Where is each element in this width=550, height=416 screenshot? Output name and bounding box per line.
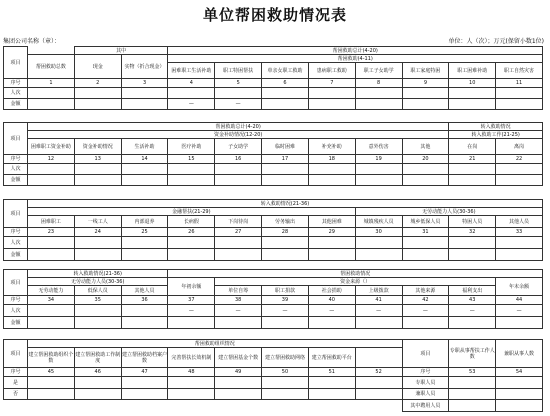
s4-num: 39 <box>262 296 309 305</box>
s2-num: 16 <box>215 155 262 164</box>
s5-col: 建立帮困救助档案户数 <box>121 348 168 368</box>
dash-cell: — <box>449 305 496 317</box>
s5-num: 47 <box>121 368 168 377</box>
s2-col: 离岗 <box>496 139 543 155</box>
s3-cell[interactable] <box>355 237 402 249</box>
s2-cell[interactable] <box>215 175 262 186</box>
s2-col: 困难职工资金补助 <box>28 139 75 155</box>
s4-num: 44 <box>496 296 543 305</box>
s1-cell[interactable] <box>215 88 262 99</box>
seq-label: 序号 <box>402 368 449 377</box>
s2-cell[interactable] <box>121 164 168 175</box>
s1-cell[interactable] <box>121 88 168 99</box>
s1-num: 9 <box>402 79 449 88</box>
s1-cell[interactable] <box>355 88 402 99</box>
s2-cell[interactable] <box>168 164 215 175</box>
s4-cell[interactable] <box>355 317 402 329</box>
s3-cell[interactable] <box>168 249 215 261</box>
s4-col: 社会捐助 <box>308 286 355 296</box>
s3-col: 其他人员 <box>496 216 543 228</box>
s5-cell[interactable] <box>496 377 543 389</box>
dash-cell: — <box>496 305 543 317</box>
s4-num: 34 <box>28 296 75 305</box>
dash-cell: — <box>355 305 402 317</box>
s3-num: 24 <box>74 228 121 237</box>
s2-cell[interactable] <box>449 175 496 186</box>
s2-cell[interactable] <box>262 175 309 186</box>
section2-table <box>3 122 543 186</box>
s4-cell[interactable] <box>168 317 215 329</box>
s5-cell[interactable] <box>168 389 215 400</box>
item-label: 项目 <box>4 270 28 296</box>
s2-col: 补充补助 <box>308 139 355 155</box>
s5-cell[interactable] <box>496 400 543 412</box>
section3-sub-b: 无劳动能力人员(30-36) <box>355 208 542 216</box>
s2-cell[interactable] <box>74 175 121 186</box>
s5-cell[interactable] <box>215 377 262 389</box>
s4-num: 38 <box>215 296 262 305</box>
s3-num: 25 <box>121 228 168 237</box>
s1-num: 7 <box>308 79 355 88</box>
s5-cell[interactable] <box>355 389 402 400</box>
s5-cell[interactable] <box>168 377 215 389</box>
s4-col: 其他来源 <box>402 286 449 296</box>
s1-cell[interactable] <box>308 88 355 99</box>
s1-num: 11 <box>496 79 543 88</box>
s1-col-9: 职工家庭特困 <box>402 63 449 79</box>
seq-label: 序号 <box>4 296 28 305</box>
s1-num: 4 <box>168 79 215 88</box>
section4-group-b: 帮困救助情况 <box>168 270 543 278</box>
s2-cell[interactable] <box>168 175 215 186</box>
s3-cell[interactable] <box>121 237 168 249</box>
s2-col: 在岗 <box>449 139 496 155</box>
s5-cell[interactable] <box>449 389 496 400</box>
s3-cell[interactable] <box>262 237 309 249</box>
s2-num: 21 <box>449 155 496 164</box>
s1-col-7: 患病职工救助 <box>308 63 355 79</box>
s3-cell[interactable] <box>355 249 402 261</box>
s1-cell[interactable] <box>496 99 543 110</box>
s3-cell[interactable] <box>496 249 543 261</box>
section4-sub-a: 无劳动能力人员(30-36) <box>28 278 168 286</box>
s4-cell[interactable] <box>496 317 543 329</box>
s4-num: 40 <box>308 296 355 305</box>
s2-cell[interactable] <box>449 164 496 175</box>
unit-name-label: 集团公司名称（章）： <box>3 38 61 45</box>
s2-col: 意外伤害 <box>355 139 402 155</box>
s2-num: 14 <box>121 155 168 164</box>
s3-cell[interactable] <box>215 237 262 249</box>
s2-col: 资金补助情况 <box>74 139 121 155</box>
seq-label: 序号 <box>4 155 28 164</box>
s5-num: 46 <box>74 368 121 377</box>
s5-cell[interactable] <box>262 389 309 400</box>
s2-col: 子女助学 <box>215 139 262 155</box>
s2-cell[interactable] <box>308 164 355 175</box>
s5-col: 建立帮困救助平台 <box>308 348 355 368</box>
s3-cell[interactable] <box>74 237 121 249</box>
s3-num: 28 <box>262 228 309 237</box>
s5-num: 52 <box>355 368 402 377</box>
amount-label: 金额 <box>4 99 28 110</box>
s5-cell[interactable] <box>74 377 121 389</box>
section2-group-a: 帮困救助总计(4-20) <box>28 123 449 131</box>
s5-cell[interactable] <box>355 377 402 389</box>
s2-cell[interactable] <box>355 175 402 186</box>
s3-num: 26 <box>168 228 215 237</box>
s2-col: 医疗补助 <box>168 139 215 155</box>
s2-cell[interactable] <box>496 164 543 175</box>
s5-cell[interactable] <box>215 389 262 400</box>
s3-cell[interactable] <box>215 249 262 261</box>
section3-sub-a: 金融帮扶(21-29) <box>28 208 356 216</box>
s5-col: 建立帮困救助组织个数 <box>28 348 75 368</box>
s5-cell[interactable] <box>308 377 355 389</box>
s1-cell[interactable] <box>449 88 496 99</box>
s1-num: 6 <box>262 79 309 88</box>
s4-cell[interactable] <box>215 317 262 329</box>
s2-cell[interactable] <box>402 175 449 186</box>
s4-col: 单位自筹 <box>215 286 262 296</box>
no-label: 否 <box>4 389 28 400</box>
s1-col-5: 职工特困帮扶 <box>215 63 262 79</box>
s1-cell[interactable] <box>74 99 121 110</box>
s3-num: 27 <box>215 228 262 237</box>
s5-cell[interactable] <box>262 377 309 389</box>
s3-col: 其他困难 <box>308 216 355 228</box>
s1-num: 3 <box>121 79 168 88</box>
s5-col: 建立帮困救助工作制度 <box>74 348 121 368</box>
section5-right-col-a: 专职从事帮扶工作人数 <box>449 340 496 368</box>
s4-cell[interactable] <box>74 317 121 329</box>
s3-col: 城镇残疾人员 <box>355 216 402 228</box>
s3-cell[interactable] <box>308 249 355 261</box>
s4-num: 35 <box>74 296 121 305</box>
s3-cell[interactable] <box>449 249 496 261</box>
yes-label: 是 <box>4 377 28 389</box>
page-title: 单位帮困救助情况表 <box>202 6 347 24</box>
s2-cell[interactable] <box>308 175 355 186</box>
right-row-label: 专职人员 <box>402 377 449 389</box>
s4-cell[interactable] <box>121 317 168 329</box>
s3-cell[interactable] <box>402 237 449 249</box>
section4-table <box>3 269 543 329</box>
s2-num: 20 <box>402 155 449 164</box>
s2-cell[interactable] <box>121 175 168 186</box>
s4-col: 上级拨款 <box>355 286 402 296</box>
s3-cell[interactable] <box>262 249 309 261</box>
s5-cell[interactable] <box>121 377 168 389</box>
right-row-label: 兼职人员 <box>402 389 449 400</box>
s4-cell[interactable] <box>121 305 168 317</box>
section4-sub-b3: 年末余额 <box>496 278 543 296</box>
s2-col: 临时困难 <box>262 139 309 155</box>
s5-num: 50 <box>262 368 309 377</box>
s1-col-11: 职工自然灾害 <box>496 63 543 79</box>
s2-num: 12 <box>28 155 75 164</box>
dash-cell: — <box>215 99 262 110</box>
s1-num: 5 <box>215 79 262 88</box>
s5-col-empty <box>355 348 402 368</box>
s3-cell[interactable] <box>496 237 543 249</box>
s3-col: 下岗待岗 <box>215 216 262 228</box>
s1-cell[interactable] <box>28 99 75 110</box>
s2-num: 15 <box>168 155 215 164</box>
s4-col: 无劳动能力 <box>28 286 75 296</box>
s3-cell[interactable] <box>308 237 355 249</box>
s1-num: 2 <box>74 79 121 88</box>
s2-num: 18 <box>308 155 355 164</box>
unit-note: 单位：人（次）；万元(保留小数1位) <box>448 38 544 45</box>
s5-col: 建立帮困基金个数 <box>215 348 262 368</box>
s2-col: 其他 <box>402 139 449 155</box>
s1-cell[interactable] <box>262 88 309 99</box>
section1-group-b: 帮困救助总计(4-20) <box>168 47 543 55</box>
empty-cell <box>28 400 403 412</box>
s1-col-8: 职工子女助学 <box>355 63 402 79</box>
section4-sub-b1: 年初余额 <box>168 278 215 296</box>
s4-col: 职工捐款 <box>262 286 309 296</box>
s5-cell[interactable] <box>449 400 496 412</box>
s2-cell[interactable] <box>262 164 309 175</box>
right-row-label: 其中聘用人员 <box>402 400 449 412</box>
s3-num: 29 <box>308 228 355 237</box>
s2-cell[interactable] <box>355 164 402 175</box>
section5-group: 帮困救助组织情况 <box>28 340 403 348</box>
s5-col: 建立帮困救助网络 <box>262 348 309 368</box>
section5-right-item: 项目 <box>402 340 449 368</box>
s1-cell[interactable] <box>402 99 449 110</box>
s4-cell[interactable] <box>28 317 75 329</box>
dash-cell: — <box>168 305 215 317</box>
item-label: 项目 <box>4 200 28 228</box>
s4-num: 43 <box>449 296 496 305</box>
s2-cell[interactable] <box>28 164 75 175</box>
dash-cell: — <box>402 305 449 317</box>
s1-num: 8 <box>355 79 402 88</box>
item-label: 项目 <box>4 123 28 155</box>
s4-num: 36 <box>121 296 168 305</box>
s5-num: 48 <box>168 368 215 377</box>
item-label: 项目 <box>4 47 28 79</box>
s2-num: 17 <box>262 155 309 164</box>
s1-col-1: 帮困救助总数 <box>28 55 75 79</box>
s5-num: 45 <box>28 368 75 377</box>
persons-label: 人次 <box>4 305 28 317</box>
s4-col: 福利支出 <box>449 286 496 296</box>
s1-cell[interactable] <box>496 88 543 99</box>
section5-table <box>3 339 543 412</box>
s5-num: 51 <box>308 368 355 377</box>
s1-cell[interactable] <box>355 99 402 110</box>
s5-num: 54 <box>496 368 543 377</box>
s1-col-4: 困难职工生活补助 <box>168 63 215 79</box>
s3-cell[interactable] <box>121 249 168 261</box>
dash-cell: — <box>308 305 355 317</box>
s2-num: 22 <box>496 155 543 164</box>
empty-cell <box>4 400 28 412</box>
s3-cell[interactable] <box>28 237 75 249</box>
s5-num: 49 <box>215 368 262 377</box>
s5-cell[interactable] <box>121 389 168 400</box>
s1-num: 1 <box>28 79 75 88</box>
amount-label: 金额 <box>4 175 28 186</box>
persons-label: 人次 <box>4 88 28 99</box>
s5-cell[interactable] <box>308 389 355 400</box>
section1-group-a: 其中 <box>74 47 168 55</box>
s1-cell[interactable] <box>28 88 75 99</box>
s3-cell[interactable] <box>74 249 121 261</box>
s3-col: 困难职工 <box>28 216 75 228</box>
persons-label: 人次 <box>4 237 28 249</box>
s2-cell[interactable] <box>402 164 449 175</box>
seq-label: 序号 <box>4 368 28 377</box>
section1-group-b-sub: 帮困救助(4-11) <box>168 55 543 63</box>
amount-label: 金额 <box>4 317 28 329</box>
s1-cell[interactable] <box>402 88 449 99</box>
s4-num: 42 <box>402 296 449 305</box>
s4-cell[interactable] <box>308 317 355 329</box>
persons-label: 人次 <box>4 164 28 175</box>
s1-cell[interactable] <box>449 99 496 110</box>
s4-num: 41 <box>355 296 402 305</box>
s3-col: 内部退养 <box>121 216 168 228</box>
s3-col: 城乡低保人员 <box>402 216 449 228</box>
s3-cell[interactable] <box>28 249 75 261</box>
s2-num: 19 <box>355 155 402 164</box>
s5-cell[interactable] <box>28 377 75 389</box>
s4-cell[interactable] <box>74 305 121 317</box>
s5-cell[interactable] <box>449 377 496 389</box>
s4-cell[interactable] <box>449 317 496 329</box>
section2-group-b-sub: 转入救助工作(21-25) <box>449 131 543 139</box>
s2-cell[interactable] <box>215 164 262 175</box>
s1-col-6: 单亲女职工救助 <box>262 63 309 79</box>
s1-cell[interactable] <box>308 99 355 110</box>
s1-col-2: 现金 <box>74 55 121 79</box>
s2-col: 生活补助 <box>121 139 168 155</box>
s4-cell[interactable] <box>28 305 75 317</box>
s3-num: 23 <box>28 228 75 237</box>
s1-cell[interactable] <box>74 88 121 99</box>
s5-cell[interactable] <box>74 389 121 400</box>
seq-label: 序号 <box>4 228 28 237</box>
seq-label: 序号 <box>4 79 28 88</box>
s3-num: 31 <box>402 228 449 237</box>
s2-cell[interactable] <box>28 175 75 186</box>
section2-group-a-sub: 资金补助情况(12-20) <box>28 131 449 139</box>
s3-cell[interactable] <box>449 237 496 249</box>
s1-col-3: 实物（折合现金） <box>121 55 168 79</box>
s3-num: 32 <box>449 228 496 237</box>
s5-col: 完善帮扶长效机制 <box>168 348 215 368</box>
section4-sub-b2: 资金来源（） <box>215 278 496 286</box>
s2-num: 13 <box>74 155 121 164</box>
s2-cell[interactable] <box>74 164 121 175</box>
s3-num: 30 <box>355 228 402 237</box>
item-label: 项目 <box>4 340 28 368</box>
s4-col: 低保人员 <box>74 286 121 296</box>
section3-group-a: 转入救助情况(21-36) <box>28 200 543 208</box>
section3-table <box>3 199 543 261</box>
s1-cell[interactable] <box>168 88 215 99</box>
s4-col: 其他人员 <box>121 286 168 296</box>
s3-col: 一线工人 <box>74 216 121 228</box>
s3-col: 劳务输出 <box>262 216 309 228</box>
s5-num: 53 <box>449 368 496 377</box>
s1-cell[interactable] <box>262 99 309 110</box>
s1-cell[interactable] <box>121 99 168 110</box>
s3-cell[interactable] <box>168 237 215 249</box>
amount-label: 金额 <box>4 249 28 261</box>
s4-cell[interactable] <box>402 317 449 329</box>
section4-group-a: 转入救助情况(21-36) <box>28 270 168 278</box>
s1-num: 10 <box>449 79 496 88</box>
s5-cell[interactable] <box>496 389 543 400</box>
dash-cell: — <box>168 99 215 110</box>
s3-cell[interactable] <box>402 249 449 261</box>
s3-num: 33 <box>496 228 543 237</box>
s2-cell[interactable] <box>496 175 543 186</box>
dash-cell: — <box>215 305 262 317</box>
section2-group-b: 转入救助情况 <box>449 123 543 131</box>
s5-cell[interactable] <box>28 389 75 400</box>
s3-col: 特困人员 <box>449 216 496 228</box>
s3-col: 长病假 <box>168 216 215 228</box>
section5-right-col-b: 兼职从事人数 <box>496 340 543 368</box>
s4-cell[interactable] <box>262 317 309 329</box>
section1-table <box>3 46 543 110</box>
s1-col-10: 职工困难补助 <box>449 63 496 79</box>
s4-num: 37 <box>168 296 215 305</box>
dash-cell: — <box>262 305 309 317</box>
